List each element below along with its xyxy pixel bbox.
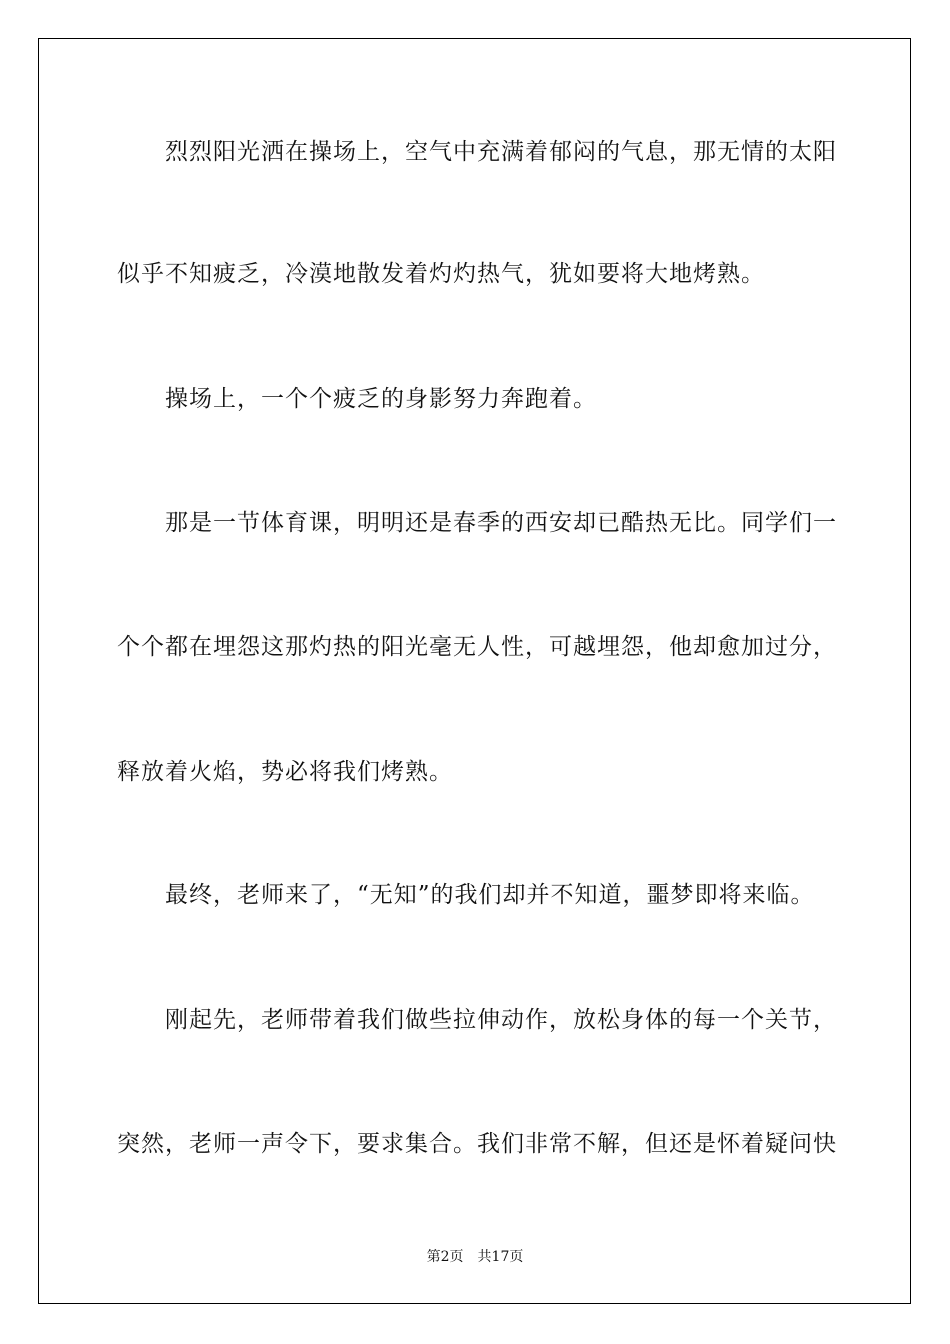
paragraph-3-line-3: 释放着火焰，势必将我们烤熟。 [117,759,453,785]
paragraph-4-line-1: 最终，老师来了，“无知”的我们却并不知道，噩梦即将来临。 [165,882,815,908]
paragraph-1-line-1: 烈烈阳光洒在操场上，空气中充满着郁闷的气息，那无情的太阳 [165,139,837,165]
page-border [38,38,911,1304]
paragraph-3-line-2: 个个都在埋怨这那灼热的阳光毫无人性，可越埋怨，他却愈加过分， [117,634,837,660]
paragraph-5-line-1: 刚起先，老师带着我们做些拉伸动作，放松身体的每一个关节， [165,1007,837,1033]
paragraph-1-line-2: 似乎不知疲乏，冷漠地散发着灼灼热气，犹如要将大地烤熟。 [117,261,765,287]
total-pages: 共17页 [477,1249,524,1265]
paragraph-3-line-1: 那是一节体育课，明明还是春季的西安却已酷热无比。同学们一 [165,510,837,536]
page-number: 第2页 [426,1249,464,1265]
paragraph-2-line-1: 操场上，一个个疲乏的身影努力奔跑着。 [165,386,597,412]
paragraph-5-line-2: 突然，老师一声令下，要求集合。我们非常不解，但还是怀着疑问快 [117,1131,837,1157]
page-footer [0,1247,950,1267]
